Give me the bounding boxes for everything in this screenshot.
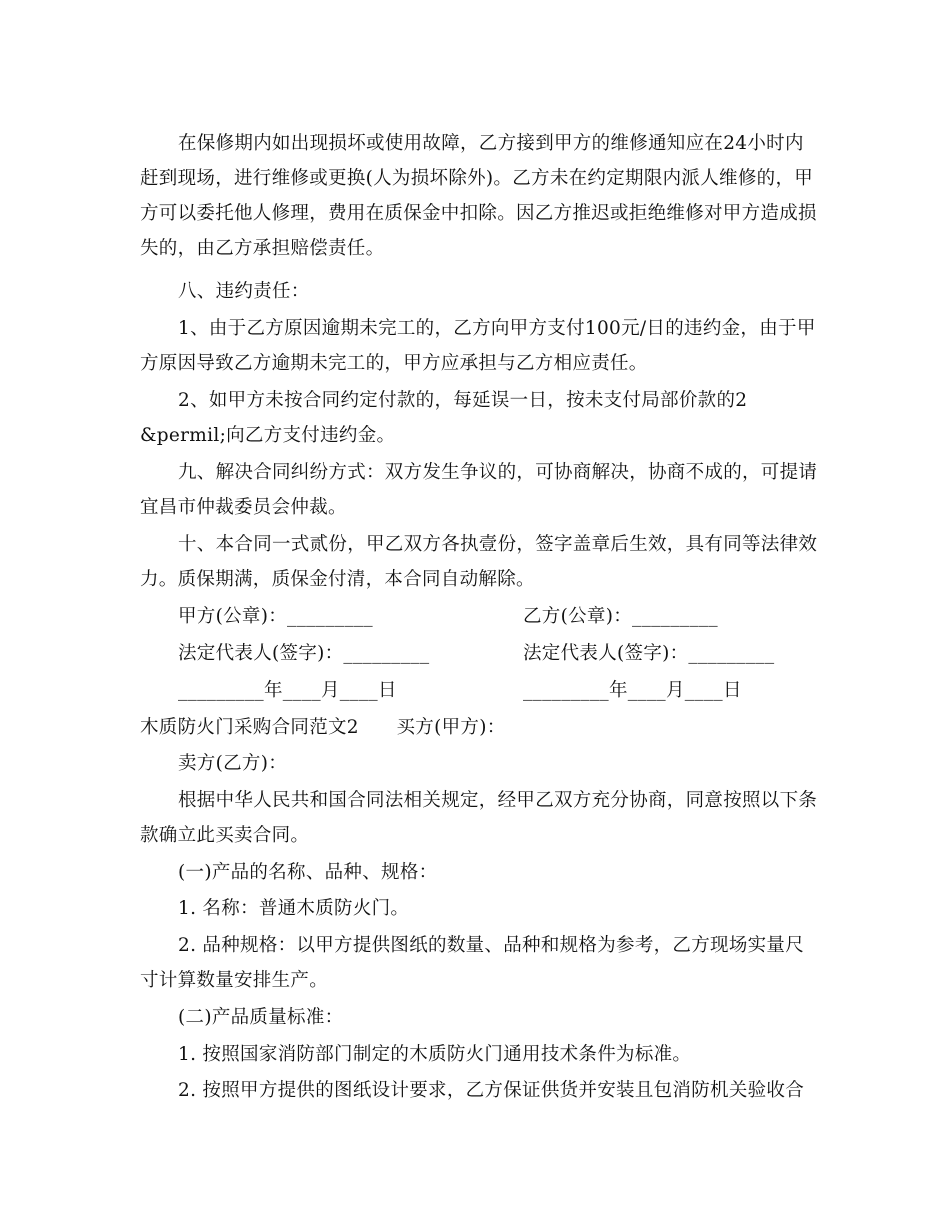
party-b-representative-field: 法定代表人(签字)：_________ [523,643,775,664]
product-spec-item-line-1: 2. 品种规格：以甲方提供图纸的数量、品种和规格为参考，乙方现场实量尺 [178,935,805,956]
para-breach-1-line-1: 1、由于乙方原因逾期未完工的，乙方向甲方支付100元/日的违约金，由于甲 [178,318,816,339]
para-warranty-line-3: 方可以委托他人修理，费用在质保金中扣除。因乙方推迟或拒绝维修对甲方造成损 [140,203,817,224]
para-warranty-line-1: 在保修期内如出现损坏或使用故障，乙方接到甲方的维修通知应在24小时内 [178,133,804,154]
section-heading-breach: 八、违约责任： [178,281,310,302]
para-warranty-line-2: 赶到现场，进行维修或更换(人为损坏除外)。乙方未在约定期限内派人维修的，甲 [140,168,814,189]
para-warranty-line-4: 失的，由乙方承担赔偿责任。 [140,238,385,259]
second-contract-title: 木质防火门采购合同范文2 买方(甲方)： [140,717,506,738]
para-dispute-line-1: 九、解决合同纠纷方式：双方发生争议的，可协商解决，协商不成的，可提请 [178,462,818,483]
para-breach-2-line-1: 2、如甲方未按合同约定付款的，每延误一日，按未支付局部价款的2 [178,390,748,411]
para-dispute-line-2: 宜昌市仲裁委员会仲裁。 [140,497,347,518]
seller-label: 卖方(乙方)： [178,753,288,774]
party-a-seal-field: 甲方(公章)：_________ [178,606,373,627]
intro-line-2: 款确立此买卖合同。 [140,825,310,846]
quality-item-2: 2. 按照甲方提供的图纸设计要求，乙方保证供货并安装且包消防机关验收合 [178,1080,805,1101]
party-b-date-field: _________年____月____日 [523,680,742,701]
para-copies-line-1: 十、本合同一式贰份，甲乙双方各执壹份，签字盖章后生效，具有同等法律效 [178,534,818,555]
para-breach-2-line-2: &permil;向乙方支付违约金。 [140,425,396,446]
product-name-item: 1. 名称：普通木质防火门。 [178,898,410,919]
party-a-representative-field: 法定代表人(签字)：_________ [178,643,430,664]
party-b-seal-field: 乙方(公章)：_________ [523,606,718,627]
section-heading-product: (一)产品的名称、品种、规格： [178,862,438,883]
para-breach-1-line-2: 方原因导致乙方逾期未完工的，甲方应承担与乙方相应责任。 [140,353,648,374]
intro-line-1: 根据中华人民共和国合同法相关规定，经甲乙双方充分协商，同意按照以下条 [178,790,818,811]
product-spec-item-line-2: 寸计算数量安排生产。 [140,970,329,991]
section-heading-quality: (二)产品质量标准： [178,1007,344,1028]
party-a-date-field: _________年____月____日 [178,680,397,701]
para-copies-line-2: 力。质保期满，质保金付清，本合同自动解除。 [140,569,535,590]
quality-item-1: 1. 按照国家消防部门制定的木质防火门通用技术条件为标准。 [178,1044,692,1065]
